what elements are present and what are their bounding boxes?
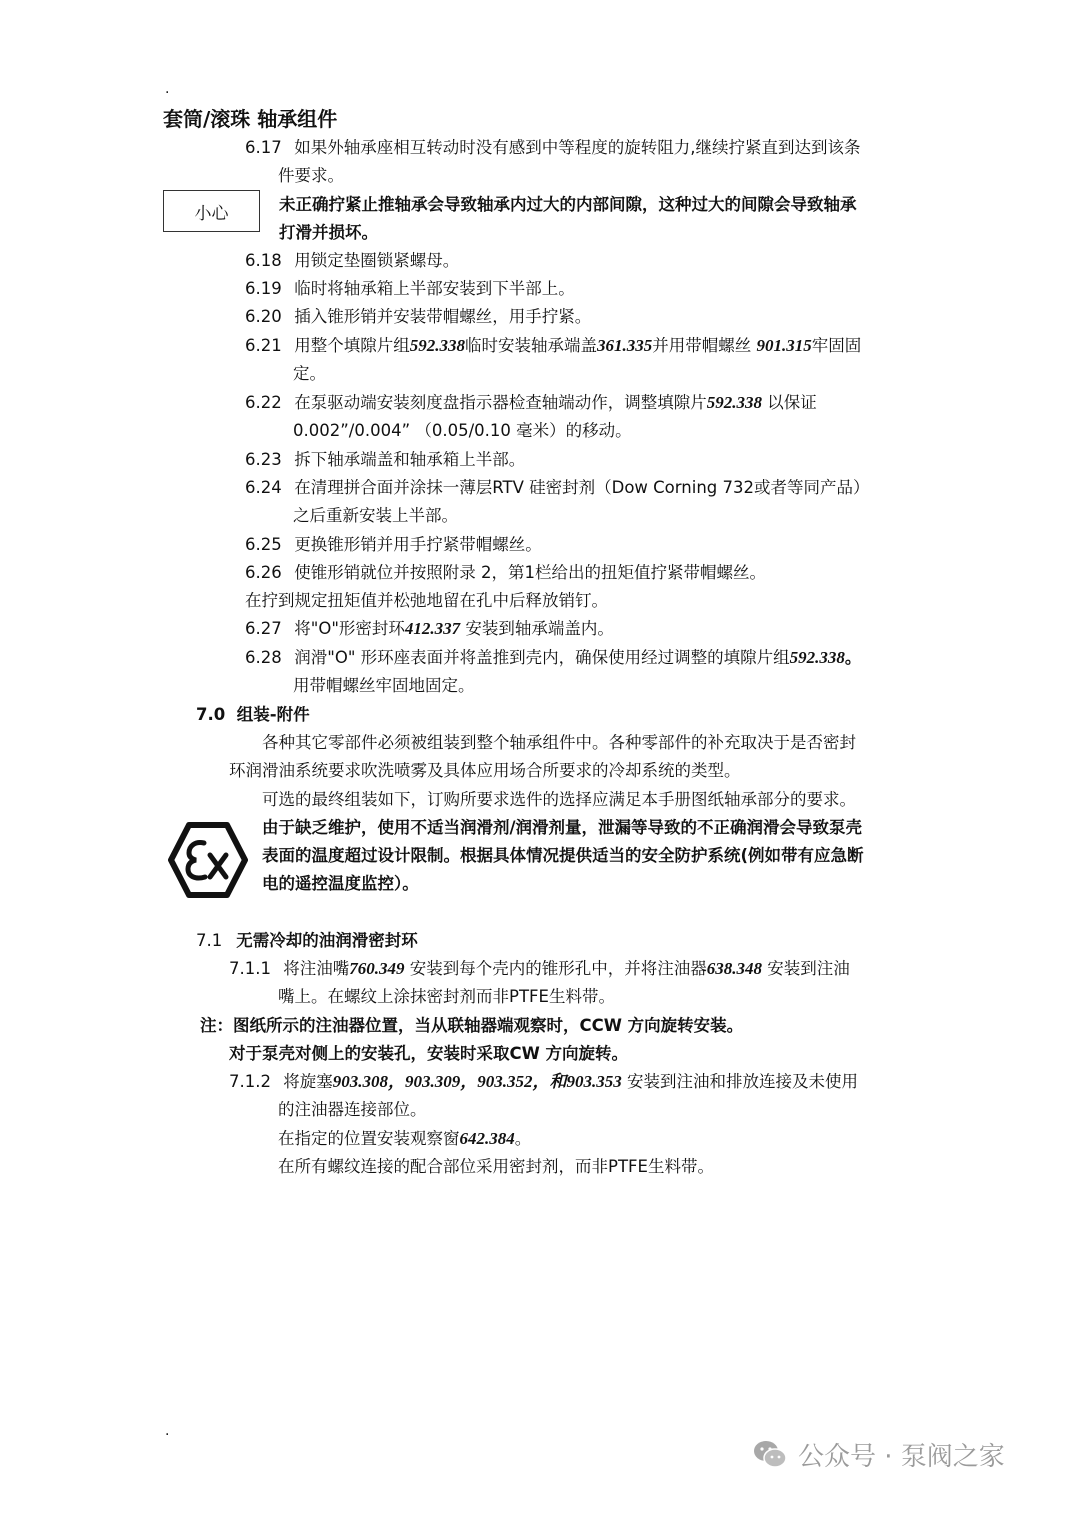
step-number: 6.26 <box>245 563 282 582</box>
paragraph-line: 各种其它零部件必须被组装到整个轴承组件中。各种零部件的补充取决于是否密封 <box>262 733 856 752</box>
paragraph-line: 环润滑油系统要求吹洗喷雾及具体应用场合所要求的冷却系统的类型。 <box>229 761 741 780</box>
step-text: 将旋塞 <box>283 1072 333 1091</box>
step-number: 6.27 <box>245 619 282 638</box>
caution-label-box <box>163 190 260 232</box>
step-7-1-2-sightglass <box>278 1125 531 1153</box>
note-line-2: 对于泵壳对侧上的安装孔，安装时采取CW 方向旋转。 <box>229 1044 629 1063</box>
part-number: 903.308，903.309，903.352，和903.353 <box>332 1072 622 1091</box>
section-title: 无需冷却的油润滑密封环 <box>236 931 418 950</box>
step-6-25 <box>245 531 542 559</box>
step-number: 6.21 <box>245 336 282 355</box>
step-text: 润滑"O" 形环座表面并将盖推到壳内，确保使用经过调整的填隙片组 <box>294 648 790 667</box>
step-text: 安装到注油 <box>762 959 850 978</box>
step-number: 6.17 <box>245 138 282 157</box>
section-number: 7.1 <box>196 931 223 950</box>
step-number: 6.18 <box>245 251 282 270</box>
step-text: 。 <box>514 1129 532 1148</box>
part-number: 592.338 <box>409 336 465 355</box>
part-number: 638.348 <box>706 959 762 978</box>
step-text: 在清理拼合面并涂抹一薄层RTV 硅密封剂（Dow Corning 732或者等同产品） <box>294 478 870 497</box>
step-text: 安装到注油和排放连接及未使用 <box>621 1072 858 1091</box>
part-number: 901.315 <box>756 336 812 355</box>
step-6-26 <box>245 559 766 587</box>
step-text: 在指定的位置安装观察窗 <box>278 1129 460 1148</box>
step-7-1-2-sealant: 在所有螺纹连接的配合部位采用密封剂，而非PTFE生料带。 <box>278 1157 714 1176</box>
step-7-1-1-cont: 嘴上。在螺纹上涂抹密封剂而非PTFE生料带。 <box>278 987 615 1006</box>
step-number: 6.19 <box>245 279 282 298</box>
section-number: 7.0 <box>196 705 226 724</box>
bottom-dot: . <box>165 1423 170 1439</box>
watermark-text: 公众号 · 泵阀之家 <box>798 1441 1005 1472</box>
ex-explosion-proof-icon <box>168 822 248 898</box>
step-number: 7.1.2 <box>229 1072 271 1091</box>
part-number: 642.384 <box>459 1129 515 1148</box>
step-text: 用整个填隙片组 <box>294 336 410 355</box>
step-text: 安装到每个壳内的锥形孔中，并将注油器 <box>404 959 707 978</box>
section-7-1-heading <box>196 927 418 955</box>
step-7-1-2-cont: 的注油器连接部位。 <box>278 1100 427 1119</box>
step-7-1-2 <box>229 1068 858 1096</box>
step-6-24 <box>245 474 870 502</box>
step-6-27 <box>245 615 614 643</box>
step-number: 6.20 <box>245 307 282 326</box>
step-6-28 <box>245 644 861 672</box>
step-text: 拆下轴承端盖和轴承箱上半部。 <box>294 450 526 469</box>
wechat-icon <box>752 1438 788 1470</box>
caution-text-line-1: 未正确拧紧止推轴承会导致轴承内过大的内部间隙，这种过大的间隙会导致轴承 <box>279 195 857 214</box>
step-6-17-cont: 件要求。 <box>278 166 344 185</box>
caution-label: 小心 <box>194 203 229 224</box>
caution-text-line-2: 打滑并损坏。 <box>279 223 378 242</box>
step-6-28-cont: 用带帽螺丝牢固地固定。 <box>293 676 475 695</box>
step-text: 如果外轴承座相互转动时没有感到中等程度的旋转阻力,继续拧紧直到达到该条 <box>294 138 861 157</box>
section-title: 组装-附件 <box>236 705 310 724</box>
step-6-26-cont: 在拧到规定扭矩值并松弛地留在孔中后释放销钉。 <box>245 591 608 610</box>
step-number: 6.24 <box>245 478 282 497</box>
step-6-22 <box>245 389 817 417</box>
step-number: 7.1.1 <box>229 959 271 978</box>
step-text: 临时安装轴承端盖 <box>465 336 597 355</box>
step-6-21 <box>245 332 861 360</box>
step-text: 使锥形销就位并按照附录 2，第1栏给出的扭矩值拧紧带帽螺丝。 <box>294 563 766 582</box>
page-title: 套筒/滚珠 轴承组件 <box>163 107 338 131</box>
step-6-20 <box>245 303 591 331</box>
step-text: 用锁定垫圈锁紧螺母。 <box>294 251 460 270</box>
step-6-21-cont: 定。 <box>293 364 326 383</box>
step-6-19 <box>245 275 575 303</box>
step-text: 临时将轴承箱上半部安装到下半部上。 <box>294 279 575 298</box>
paragraph-line: 可选的最终组装如下，订购所要求选件的选择应满足本手册图纸轴承部分的要求。 <box>262 790 856 809</box>
section-7-0-heading <box>196 701 310 729</box>
step-text: 牢固固 <box>811 336 862 355</box>
step-7-1-1 <box>229 955 850 983</box>
step-number: 6.22 <box>245 393 282 412</box>
step-text: 将注油嘴 <box>283 959 350 978</box>
step-text: 更换锥形销并用手拧紧带帽螺丝。 <box>294 535 542 554</box>
watermark <box>752 1436 1005 1472</box>
part-number: 760.349 <box>349 959 405 978</box>
warning-text-line-2: 表面的温度超过设计限制。根据具体情况提供适当的安全防护系统(例如带有应急断 <box>262 846 864 865</box>
step-text: 将"O"形密封环 <box>294 619 405 638</box>
step-6-24-cont: 之后重新安装上半部。 <box>293 506 458 525</box>
step-text: 以保证 <box>762 393 817 412</box>
part-number: 412.337 <box>404 619 461 638</box>
step-6-23 <box>245 446 525 474</box>
step-6-17 <box>245 134 861 162</box>
step-6-22-cont: 0.002”/0.004” （0.05/0.10 毫米）的移动。 <box>293 421 632 440</box>
step-text: 在泵驱动端安装刻度盘指示器检查轴端动作，调整填隙片 <box>294 393 707 412</box>
step-text: 安装到轴承端盖内。 <box>460 619 614 638</box>
part-number: 361.335 <box>597 336 653 355</box>
step-number: 6.25 <box>245 535 282 554</box>
step-text: 插入锥形销并安装带帽螺丝，用手拧紧。 <box>294 307 592 326</box>
step-6-18 <box>245 247 459 275</box>
step-text: 。 <box>844 648 862 667</box>
warning-text-line-1: 由于缺乏维护，使用不适当润滑剂/润滑剂量，泄漏等导致的不正确润滑会导致泵壳 <box>262 818 863 837</box>
part-number: 592.338 <box>789 648 845 667</box>
step-number: 6.23 <box>245 450 282 469</box>
step-number: 6.28 <box>245 648 282 667</box>
note-line-1: 注：图纸所示的注油器位置，当从联轴器端观察时，CCW 方向旋转安装。 <box>200 1016 744 1035</box>
warning-text-line-3: 电的遥控温度监控）。 <box>262 874 419 893</box>
step-text: 并用带帽螺丝 <box>652 336 757 355</box>
part-number: 592.338 <box>706 393 762 412</box>
top-dot: . <box>165 81 170 97</box>
